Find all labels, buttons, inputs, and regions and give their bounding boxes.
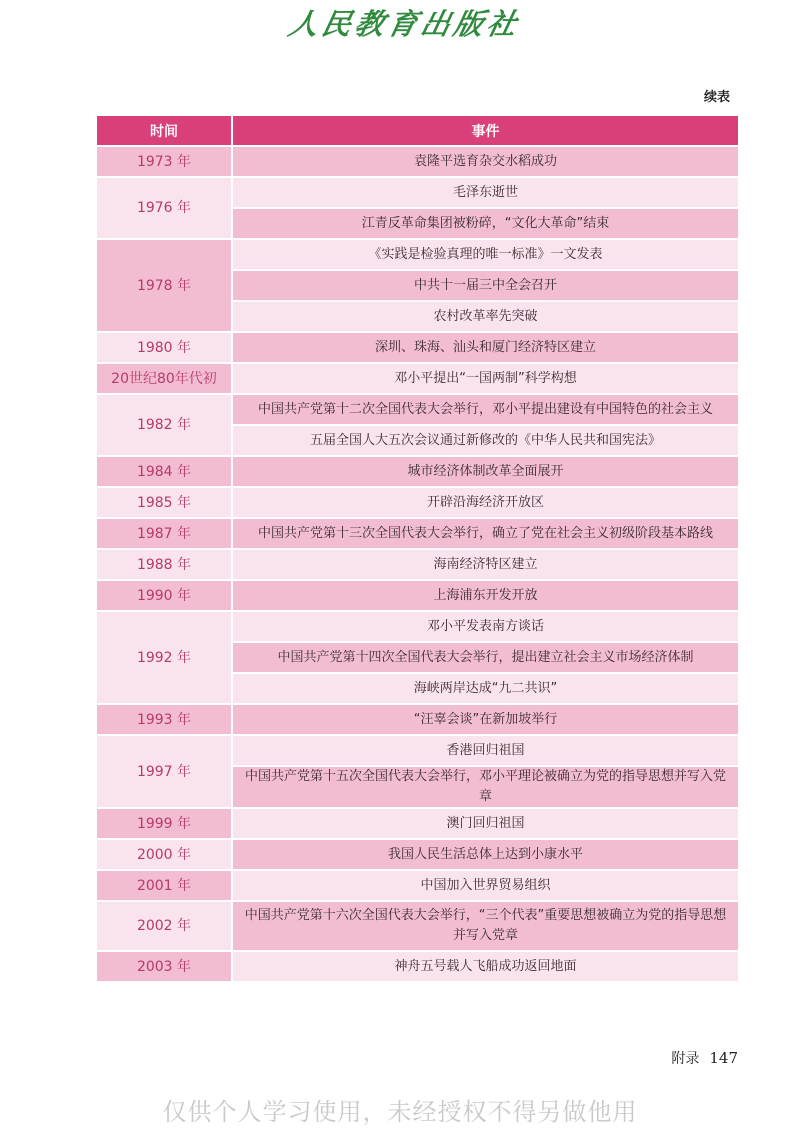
table-row — [97, 147, 738, 176]
event-cell: 中国共产党第十六次全国代表大会举行，“三个代表”重要思想被确立为党的指导思想并写入党章 — [233, 902, 738, 950]
table-row — [97, 840, 738, 869]
table-row — [97, 488, 738, 517]
year-cell: 1980 年 — [97, 333, 233, 362]
table-row — [97, 457, 738, 486]
event-cell: 深圳、珠海、汕头和厦门经济特区建立 — [233, 333, 738, 362]
year-cell: 1978 年 — [97, 240, 233, 331]
year-cell: 1992 年 — [97, 612, 233, 703]
event-cell: 神舟五号载人飞船成功返回地面 — [233, 952, 738, 981]
year-cell: 1987 年 — [97, 519, 233, 548]
year-cell: 1997 年 — [97, 736, 233, 807]
year-cell: 1988 年 — [97, 550, 233, 579]
event-cell: 江青反革命集团被粉碎，“文化大革命”结束 — [233, 209, 738, 238]
event-cell: 我国人民生活总体上达到小康水平 — [233, 840, 738, 869]
table-row — [97, 519, 738, 548]
table-row — [97, 240, 738, 269]
event-cell: 上海浦东开发开放 — [233, 581, 738, 610]
table-row — [97, 333, 738, 362]
table-row — [97, 395, 738, 424]
event-cell: 中国共产党第十二次全国代表大会举行，邓小平提出建设有中国特色的社会主义 — [233, 395, 738, 424]
year-cell: 1985 年 — [97, 488, 233, 517]
year-cell: 2003 年 — [97, 952, 233, 981]
watermark: 仅供个人学习使用，未经授权不得另做他用 — [162, 1098, 638, 1126]
event-cell: “汪辜会谈”在新加坡举行 — [233, 705, 738, 734]
year-cell: 1982 年 — [97, 395, 233, 455]
table-header-row — [97, 116, 738, 145]
year-cell: 20世纪80年代初 — [97, 364, 233, 393]
event-cell: 中共十一届三中全会召开 — [233, 271, 738, 300]
event-cell: 《实践是检验真理的唯一标准》一文发表 — [233, 240, 738, 269]
publisher-logo: 人民教育出版社 — [285, 7, 524, 41]
event-cell: 中国共产党第十三次全国代表大会举行，确立了党在社会主义初级阶段基本路线 — [233, 519, 738, 548]
event-cell: 毛泽东逝世 — [233, 178, 738, 207]
page-number: 147 — [709, 1049, 738, 1067]
table-row — [97, 178, 738, 207]
event-cell: 邓小平发表南方谈话 — [233, 612, 738, 641]
event-cell: 农村改革率先突破 — [233, 302, 738, 331]
event-cell: 中国加入世界贸易组织 — [233, 871, 738, 900]
year-cell: 2001 年 — [97, 871, 233, 900]
table-row — [97, 581, 738, 610]
event-cell: 澳门回归祖国 — [233, 809, 738, 838]
event-cell: 中国共产党第十五次全国代表大会举行，邓小平理论被确立为党的指导思想并写入党章 — [233, 767, 738, 807]
event-cell: 开辟沿海经济开放区 — [233, 488, 738, 517]
event-cell: 海峡两岸达成“九二共识” — [233, 674, 738, 703]
year-cell: 1999 年 — [97, 809, 233, 838]
year-cell: 1984 年 — [97, 457, 233, 486]
events-timeline-table — [97, 114, 738, 983]
event-cell: 邓小平提出“一国两制”科学构想 — [233, 364, 738, 393]
table-row — [97, 809, 738, 838]
table-row — [97, 952, 738, 981]
year-cell: 1976 年 — [97, 178, 233, 238]
year-cell: 1973 年 — [97, 147, 233, 176]
year-cell: 2002 年 — [97, 902, 233, 950]
table-row — [97, 705, 738, 734]
continued-label: 续表 — [703, 90, 730, 105]
year-cell: 1990 年 — [97, 581, 233, 610]
event-cell: 袁隆平选育杂交水稻成功 — [233, 147, 738, 176]
footer-section: 附录 — [671, 1051, 700, 1067]
year-cell: 2000 年 — [97, 840, 233, 869]
event-cell: 海南经济特区建立 — [233, 550, 738, 579]
event-cell: 城市经济体制改革全面展开 — [233, 457, 738, 486]
header-event: 事件 — [233, 116, 738, 145]
table-row — [97, 902, 738, 950]
header-time: 时间 — [97, 116, 233, 145]
year-cell: 1993 年 — [97, 705, 233, 734]
table-row — [97, 736, 738, 765]
table-row — [97, 364, 738, 393]
event-cell: 五届全国人大五次会议通过新修改的《中华人民共和国宪法》 — [233, 426, 738, 455]
page-footer — [671, 1048, 738, 1068]
table-row — [97, 550, 738, 579]
table-body — [97, 147, 738, 981]
table-row — [97, 612, 738, 641]
event-cell: 香港回归祖国 — [233, 736, 738, 765]
table-row — [97, 871, 738, 900]
event-cell: 中国共产党第十四次全国代表大会举行，提出建立社会主义市场经济体制 — [233, 643, 738, 672]
